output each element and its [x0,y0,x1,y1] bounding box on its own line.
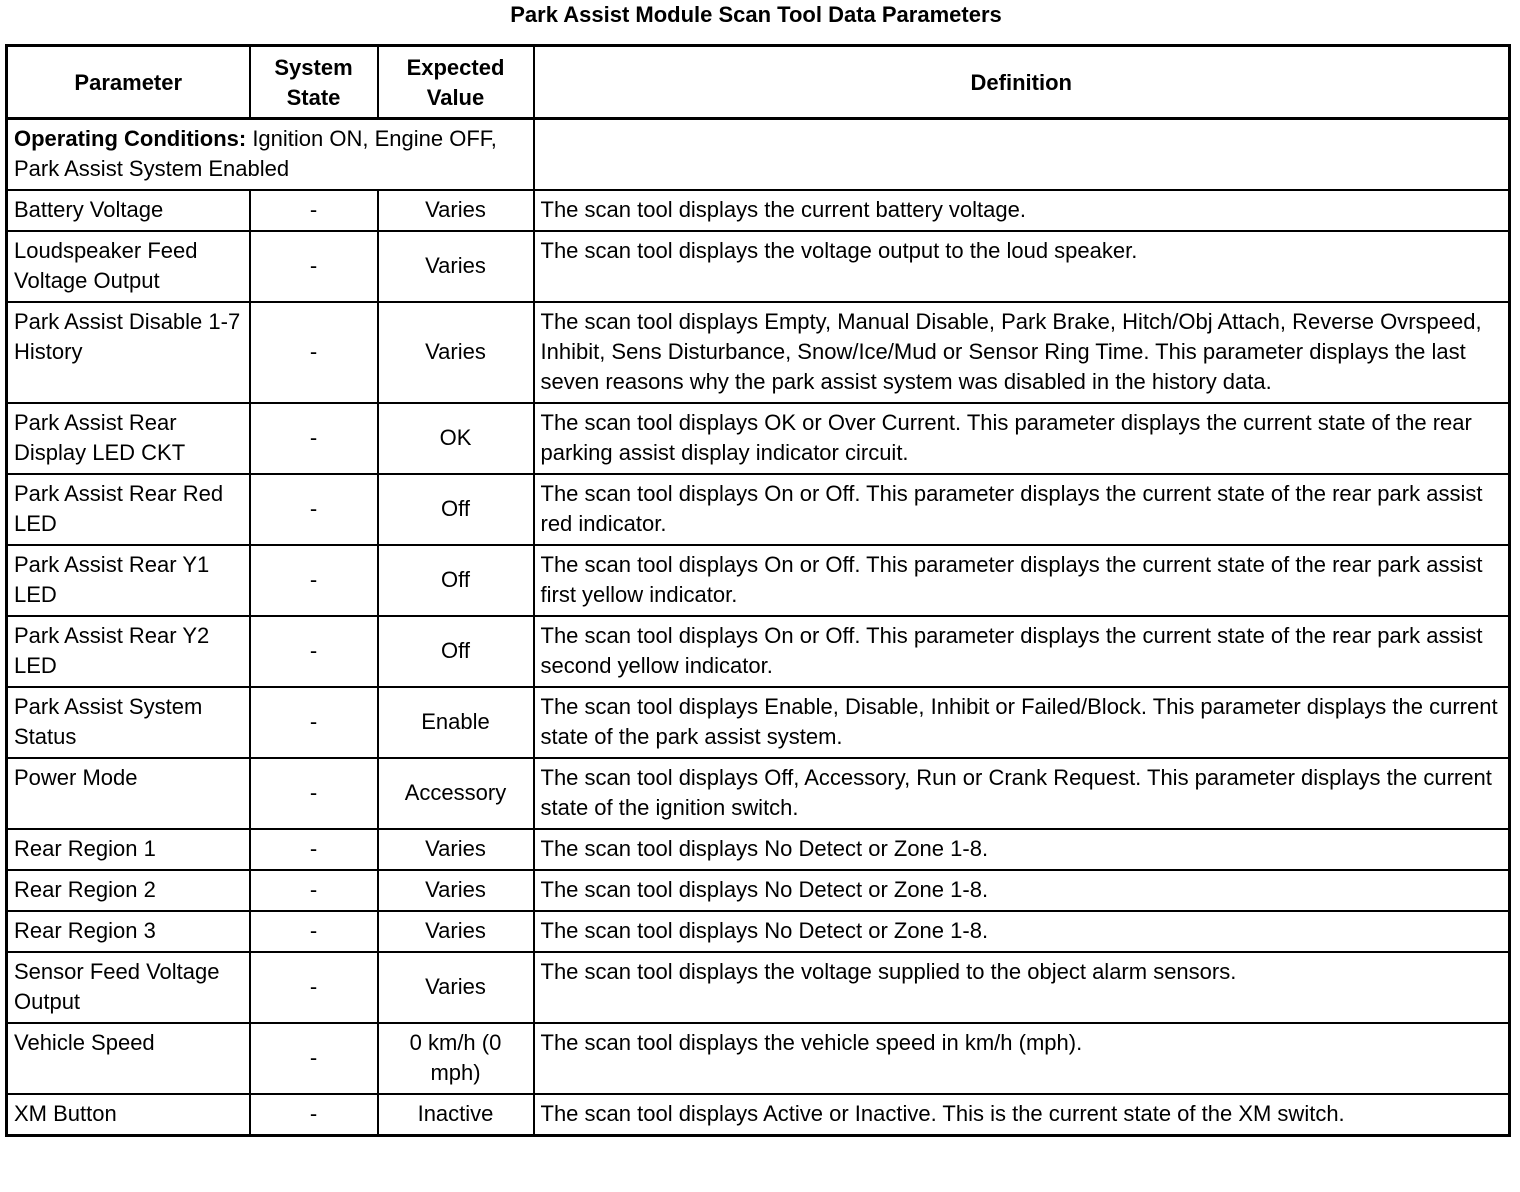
definition-cell: The scan tool displays On or Off. This parameter displays the current state of the rear park assist second yellow indicator. [534,616,1510,687]
table-row [7,545,1510,616]
parameter-cell: Park Assist Rear Display LED CKT [7,403,250,474]
operating-conditions-empty-cell [534,119,1510,191]
parameter-cell: Rear Region 1 [7,829,250,870]
table-row [7,474,1510,545]
definition-cell: The scan tool displays On or Off. This parameter displays the current state of the rear park assist first yellow indicator. [534,545,1510,616]
definition-cell: The scan tool displays OK or Over Current. This parameter displays the current state of the rear parking assist display indicator circuit. [534,403,1510,474]
definition-cell: The scan tool displays the current battery voltage. [534,190,1510,231]
system-state-cell: - [250,829,378,870]
parameter-cell: Rear Region 3 [7,911,250,952]
table-row [7,829,1510,870]
system-state-cell: - [250,758,378,829]
system-state-cell: - [250,302,378,403]
parameter-cell: Vehicle Speed [7,1023,250,1094]
definition-cell: The scan tool displays No Detect or Zone 1-8. [534,911,1510,952]
system-state-cell: - [250,190,378,231]
definition-cell: The scan tool displays On or Off. This parameter displays the current state of the rear park assist red indicator. [534,474,1510,545]
column-header-parameter: Parameter [7,46,250,119]
parameter-cell: Battery Voltage [7,190,250,231]
table-row [7,302,1510,403]
system-state-cell: - [250,1023,378,1094]
expected-value-cell: Varies [378,911,534,952]
system-state-cell: - [250,911,378,952]
expected-value-cell: Enable [378,687,534,758]
definition-cell: The scan tool displays the voltage output to the loud speaker. [534,231,1510,302]
operating-conditions-row [7,119,1510,191]
table-row [7,190,1510,231]
table-row [7,1023,1510,1094]
expected-value-cell: Off [378,616,534,687]
parameter-cell: Sensor Feed Voltage Output [7,952,250,1023]
expected-value-cell: Off [378,474,534,545]
definition-cell: The scan tool displays Active or Inactive. This is the current state of the XM switch. [534,1094,1510,1136]
table-row [7,952,1510,1023]
table-row [7,870,1510,911]
definition-cell: The scan tool displays No Detect or Zone 1-8. [534,870,1510,911]
expected-value-cell: OK [378,403,534,474]
parameter-cell: Loudspeaker Feed Voltage Output [7,231,250,302]
parameter-cell: Park Assist Rear Y2 LED [7,616,250,687]
definition-cell: The scan tool displays No Detect or Zone 1-8. [534,829,1510,870]
parameter-cell: XM Button [7,1094,250,1136]
operating-conditions-cell [7,119,534,191]
parameter-cell: Park Assist Rear Red LED [7,474,250,545]
definition-cell: The scan tool displays Enable, Disable, Inhibit or Failed/Block. This parameter displays the current state of the park assist system. [534,687,1510,758]
parameter-cell: Power Mode [7,758,250,829]
column-header-expected-value: Expected Value [378,46,534,119]
expected-value-cell: 0 km/h (0 mph) [378,1023,534,1094]
table-body [7,119,1510,1136]
system-state-cell: - [250,231,378,302]
expected-value-cell: Inactive [378,1094,534,1136]
parameters-table [5,44,1511,1137]
expected-value-cell: Varies [378,870,534,911]
parameter-cell: Rear Region 2 [7,870,250,911]
expected-value-cell: Varies [378,190,534,231]
expected-value-cell: Varies [378,829,534,870]
system-state-cell: - [250,1094,378,1136]
definition-cell: The scan tool displays the voltage supplied to the object alarm sensors. [534,952,1510,1023]
system-state-cell: - [250,545,378,616]
system-state-cell: - [250,616,378,687]
expected-value-cell: Accessory [378,758,534,829]
table-row [7,911,1510,952]
expected-value-cell: Varies [378,952,534,1023]
table-row [7,1094,1510,1136]
expected-value-cell: Varies [378,231,534,302]
table-row [7,403,1510,474]
system-state-cell: - [250,687,378,758]
system-state-cell: - [250,952,378,1023]
table-row [7,687,1510,758]
page-title: Park Assist Module Scan Tool Data Parameters [510,2,1002,27]
header-row [7,46,1510,119]
operating-conditions-label: Operating Conditions: [14,126,247,151]
system-state-cell: - [250,403,378,474]
expected-value-cell: Varies [378,302,534,403]
system-state-cell: - [250,870,378,911]
definition-cell: The scan tool displays Off, Accessory, Run or Crank Request. This parameter displays the current state of the ignition switch. [534,758,1510,829]
parameter-cell: Park Assist Rear Y1 LED [7,545,250,616]
column-header-system-state: System State [250,46,378,119]
system-state-cell: - [250,474,378,545]
column-header-definition: Definition [534,46,1510,119]
parameter-cell: Park Assist Disable 1-7 History [7,302,250,403]
operating-conditions-text: Ignition ON, Engine OFF, Park Assist System Enabled [14,126,497,181]
table-row [7,231,1510,302]
definition-cell: The scan tool displays the vehicle speed in km/h (mph). [534,1023,1510,1094]
definition-cell: The scan tool displays Empty, Manual Disable, Park Brake, Hitch/Obj Attach, Reverse Ovrspeed, Inhibit, Sens Disturbance, Snow/Ice/Mud or Sensor Ring Time. This parameter displays the last seven reasons why the park assist system was disabled in the history data. [534,302,1510,403]
expected-value-cell: Off [378,545,534,616]
parameter-cell: Park Assist System Status [7,687,250,758]
table-row [7,616,1510,687]
table-row [7,758,1510,829]
